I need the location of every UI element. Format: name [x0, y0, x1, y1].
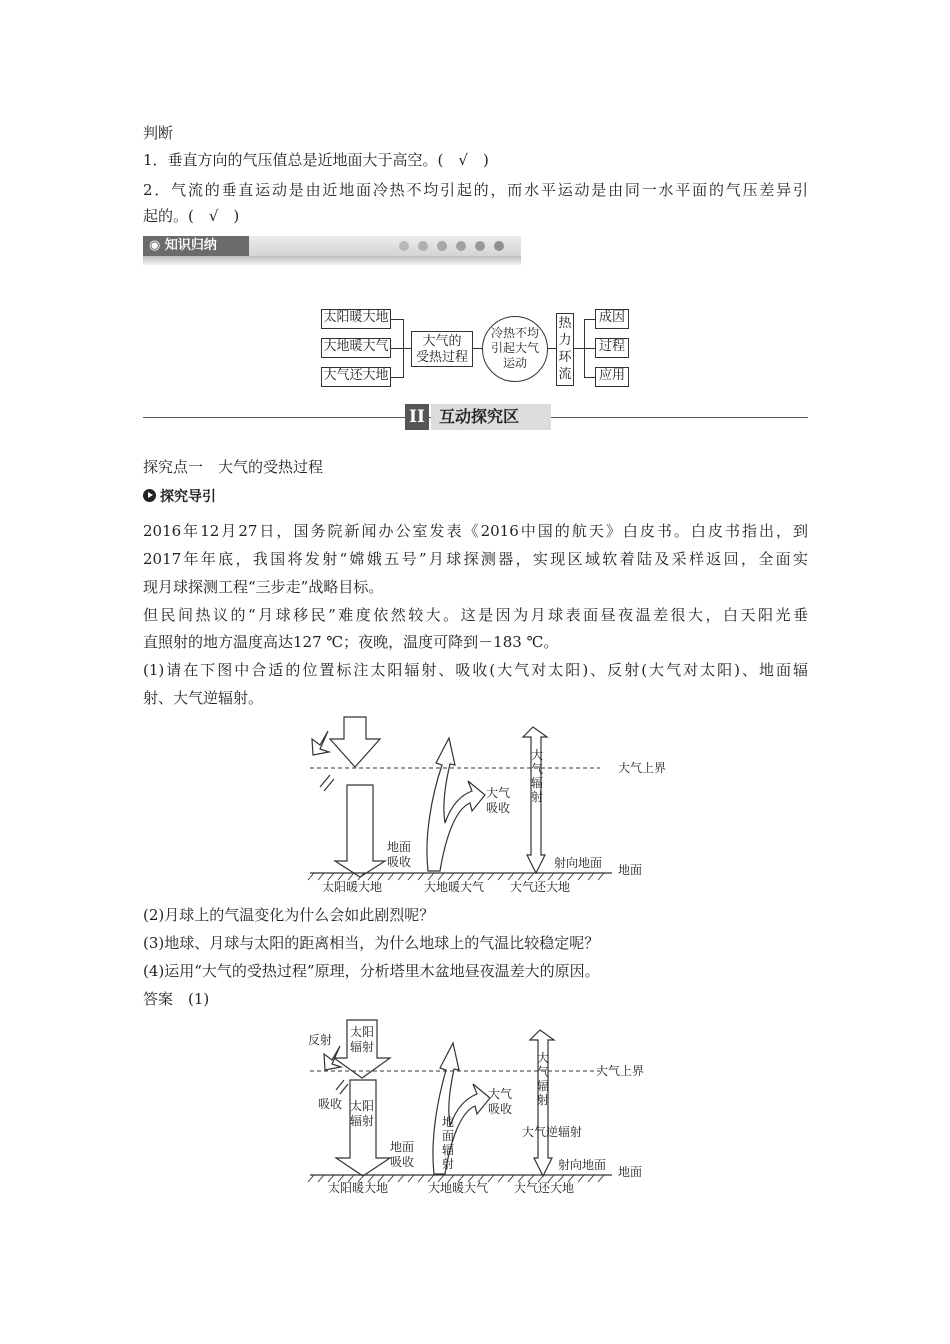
decor-dot [456, 241, 466, 251]
concept-box-solar-warms-earth: 太阳暖大地 [321, 309, 391, 329]
caption-solar-warms-earth: 太阳暖大地 [322, 880, 383, 894]
label-ground-absorb-2: 吸收 [390, 1155, 415, 1169]
question-1-line-1: (1)请在下图中合适的位置标注太阳辐射、吸收(大气对太阳)、反射(大气对太阳)、地面辐 [143, 661, 808, 679]
caption-air-returns-earth: 大气还大地 [514, 1181, 575, 1195]
knowledge-summary-label: ◉ 知识归纳 [143, 236, 249, 256]
label-atmo-radiation-1: 大 [531, 748, 544, 762]
caption-solar-warms-earth: 太阳暖大地 [328, 1181, 389, 1195]
paragraph-1-line-3: 现月球探测工程“三步走”战略目标。 [143, 578, 384, 596]
decor-dot [437, 241, 447, 251]
play-icon [143, 489, 156, 502]
label-ground: 地面 [618, 863, 643, 877]
label-solar-mid-2: 辐射 [350, 1114, 375, 1128]
label-reflect: 反射 [308, 1033, 333, 1047]
earth-radiation-arrow [427, 738, 485, 871]
concept-box-cause: 成因 [595, 309, 629, 329]
decor-dot [475, 241, 485, 251]
target-icon: ◉ [149, 238, 161, 253]
question-1-line-2: 射、大气逆辐射。 [143, 689, 264, 707]
label-ground-absorb-1: 地面 [387, 840, 412, 854]
decor-dot [418, 241, 428, 251]
solar-radiation-arrow-top [330, 717, 380, 767]
label-atmo-absorb-1: 大气 [488, 1087, 513, 1101]
judge-question-1: 1．垂直方向的气压值总是近地面大于高空。( √ ) [143, 151, 489, 169]
concept-box-air-returns-earth: 大气还大地 [321, 367, 391, 387]
label-ground-radiation-1: 地 [442, 1115, 455, 1129]
explore-guide-heading: 探究导引 [143, 488, 216, 506]
concept-box-application: 应用 [595, 367, 629, 387]
label-ground-absorb-2: 吸收 [387, 855, 412, 869]
reflection-arrow [312, 731, 329, 755]
label-counter-radiation: 大气逆辐射 [522, 1125, 583, 1139]
label-ground: 地面 [618, 1165, 643, 1179]
solar-radiation-arrow-bottom [336, 1080, 390, 1176]
label-atmo-radiation-3: 辐 [537, 1079, 550, 1093]
label-ground-radiation-3: 辐 [442, 1143, 455, 1157]
label-radiate-ground: 射向地面 [554, 856, 603, 870]
label-absorb: 吸收 [318, 1097, 343, 1111]
label-solar-top-1: 太阳 [350, 1025, 375, 1039]
label-atmo-top: 大气上界 [618, 761, 667, 775]
label-atmo-radiation-4: 射 [537, 1093, 550, 1107]
label-atmo-absorb-2: 吸收 [486, 801, 511, 815]
atmosphere-heating-diagram-answer [300, 1018, 660, 1203]
question-3: (3)地球、月球与太阳的距离相当，为什么地球上的气温比较稳定呢？ [143, 934, 600, 952]
label-atmo-absorb-1: 大气 [486, 786, 511, 800]
concept-box-earth-warms-air: 大地暖大气 [321, 338, 391, 358]
paragraph-1-line-1: 2016年12月27日，国务院新闻办公室发表《2016中国的航天》白皮书。白皮书指出，到 [143, 522, 808, 540]
decor-dot [399, 241, 409, 251]
atmosphere-heating-diagram-question [300, 715, 667, 900]
decor-dot [494, 241, 504, 251]
label-ground-absorb-1: 地面 [390, 1140, 415, 1154]
concept-box-process: 过程 [595, 338, 629, 358]
paragraph-2-line-2: 直照射的地方温度高达127 ℃；夜晚，温度可降到－183 ℃。 [143, 633, 559, 651]
section-number: II [405, 404, 429, 430]
concept-box-heating-process: 大气的 受热过程 [411, 331, 473, 367]
label-atmo-radiation-2: 气 [531, 762, 544, 776]
caption-earth-warms-air: 大地暖大气 [428, 1181, 489, 1195]
judge-title: 判断 [143, 124, 174, 142]
label-solar-top-2: 辐射 [350, 1040, 375, 1054]
label-atmo-radiation-1: 大 [537, 1051, 550, 1065]
label-ground-radiation-4: 射 [442, 1157, 455, 1171]
label-atmo-radiation-3: 辐 [531, 776, 544, 790]
question-2: (2)月球上的气温变化为什么会如此剧烈呢？ [143, 906, 435, 924]
solar-radiation-arrow-bottom [335, 785, 385, 877]
explore-point-title: 探究点一 大气的受热过程 [143, 458, 324, 476]
label-radiate-ground: 射向地面 [558, 1158, 607, 1172]
answer-label: 答案 (1) [143, 990, 210, 1008]
judge-question-2-line-2: 起的。( √ ) [143, 207, 240, 225]
label-solar-mid-1: 太阳 [350, 1099, 375, 1113]
section-title: 互动探究区 [431, 404, 551, 430]
label-ground-radiation-2: 面 [442, 1129, 455, 1143]
label-atmo-absorb-2: 吸收 [488, 1102, 513, 1116]
concept-circle-uneven-heating: 冷热不均 引起大气 运动 [482, 316, 548, 382]
question-4: (4)运用“大气的受热过程”原理，分析塔里木盆地昼夜温差大的原因。 [143, 962, 600, 980]
paragraph-2-line-1: 但民间热议的“月球移民”难度依然较大。这是因为月球表面昼夜温差很大，白天阳光垂 [143, 606, 808, 624]
label-atmo-radiation-2: 气 [537, 1065, 550, 1079]
judge-question-2-line-1: 2．气流的垂直运动是由近地面冷热不均引起的，而水平运动是由同一水平面的气压差异引 [143, 181, 808, 199]
paragraph-1-line-2: 2017年年底，我国将发射“嫦娥五号”月球探测器，实现区域软着陆及采样返回，全面实 [143, 550, 808, 568]
label-atmo-top: 大气上界 [596, 1064, 645, 1078]
knowledge-summary-banner [143, 236, 521, 266]
caption-earth-warms-air: 大地暖大气 [424, 880, 485, 894]
label-atmo-radiation-4: 射 [531, 790, 544, 804]
concept-box-thermal-circulation: 热 力 环 流 [556, 313, 574, 386]
caption-air-returns-earth: 大气还大地 [510, 880, 571, 894]
